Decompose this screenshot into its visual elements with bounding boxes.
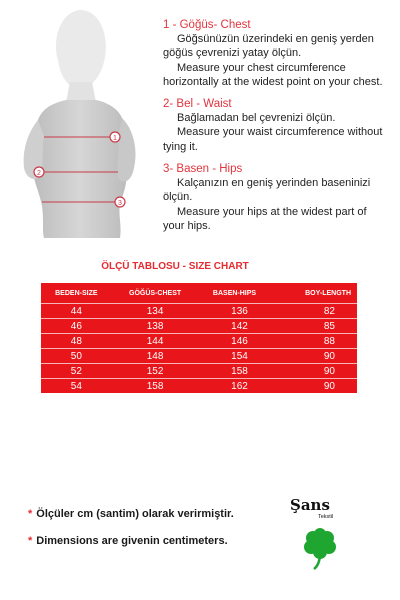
size-chart-title xyxy=(0,261,400,272)
instruction-line: göğüs çevrenizi yatay ölçün. xyxy=(163,47,302,60)
instruction-line: tying it. xyxy=(163,140,198,153)
table-row xyxy=(41,318,357,333)
cell-chest: 158 xyxy=(112,378,199,393)
body-measurement-figure xyxy=(0,0,160,250)
table-row xyxy=(41,348,357,363)
note-units-tr xyxy=(28,508,288,520)
instruction-line: Measure your hips at the widest part of xyxy=(177,205,367,218)
clover-icon xyxy=(300,526,340,570)
hips-marker xyxy=(115,197,125,207)
svg-text:2: 2 xyxy=(37,170,41,177)
chest-instructions xyxy=(163,18,395,89)
svg-text:1: 1 xyxy=(113,135,117,142)
waist-title: 2- Bel - Waist xyxy=(163,98,232,111)
instruction-line: Bağlamadan bel çevrenizi ölçün. xyxy=(177,112,336,125)
header-length: BOY-LENGTH xyxy=(305,289,351,297)
cell-size: 48 xyxy=(41,333,112,348)
svg-text:3: 3 xyxy=(118,200,122,207)
asterisk-icon: * xyxy=(28,535,33,547)
cell-length: 90 xyxy=(271,378,358,393)
cell-size: 44 xyxy=(41,303,112,318)
cell-hips: 162 xyxy=(199,378,271,393)
instruction-line: Measure your waist circumference without xyxy=(177,126,383,139)
chest-marker xyxy=(110,132,120,142)
instruction-line: horizontally at the widest point on your chest. xyxy=(163,75,383,88)
cell-chest: 138 xyxy=(112,318,199,333)
cell-size: 50 xyxy=(41,348,112,363)
size-chart-title-text: ÖLÇÜ TABLOSU - SIZE CHART xyxy=(101,261,249,272)
waist-instructions xyxy=(163,97,395,154)
cell-size: 52 xyxy=(41,363,112,378)
cell-length: 90 xyxy=(271,348,358,363)
cell-hips: 136 xyxy=(199,303,271,318)
header-chest: GÖĞÜS-CHEST xyxy=(129,289,182,297)
cell-length: 85 xyxy=(271,318,358,333)
note-text: Dimensions are givenin centimeters. xyxy=(36,535,228,547)
instruction-line: Göğsünüzün üzerindeki en geniş yerden xyxy=(177,33,374,45)
cell-length: 88 xyxy=(271,333,358,348)
table-header-row xyxy=(41,283,357,303)
header-size: BEDEN-SIZE xyxy=(55,289,98,297)
instruction-line: ölçün. xyxy=(163,191,193,204)
notes xyxy=(28,508,288,562)
logo-name: Şans xyxy=(290,496,330,514)
hips-instructions xyxy=(163,162,395,233)
logo-subtitle: Tekstil xyxy=(318,514,334,520)
table-row xyxy=(41,303,357,318)
header-hips: BASEN-HIPS xyxy=(212,289,257,297)
waist-marker xyxy=(34,167,44,177)
asterisk-icon: * xyxy=(28,508,33,520)
cell-hips: 146 xyxy=(199,333,271,348)
note-text: Ölçüler cm (santim) olarak verirmiştir. xyxy=(36,508,234,520)
cell-length: 90 xyxy=(271,363,358,378)
brand-logo xyxy=(288,496,348,576)
cell-hips: 142 xyxy=(199,318,271,333)
silhouette-illustration xyxy=(0,0,160,250)
cell-hips: 158 xyxy=(199,363,271,378)
instruction-line: your hips. xyxy=(163,219,211,232)
size-chart-table xyxy=(41,283,357,393)
instruction-line: Kalçanızın en geniş yerinden baseninizi xyxy=(177,177,371,190)
hips-title: 3- Basen - Hips xyxy=(163,163,243,176)
cell-chest: 144 xyxy=(112,333,199,348)
cell-length: 82 xyxy=(271,303,358,318)
cell-chest: 152 xyxy=(112,363,199,378)
cell-size: 54 xyxy=(41,378,112,393)
cell-hips: 154 xyxy=(199,348,271,363)
measurement-instructions xyxy=(163,18,395,241)
cell-size: 46 xyxy=(41,318,112,333)
table-row xyxy=(41,333,357,348)
instruction-line: Measure your chest circumference xyxy=(177,61,346,74)
cell-chest: 148 xyxy=(112,348,199,363)
cell-chest: 134 xyxy=(112,303,199,318)
table-row xyxy=(41,363,357,378)
chest-title: 1 - Göğüs- Chest xyxy=(163,19,251,31)
note-units-en xyxy=(28,535,288,547)
table-row xyxy=(41,378,357,393)
